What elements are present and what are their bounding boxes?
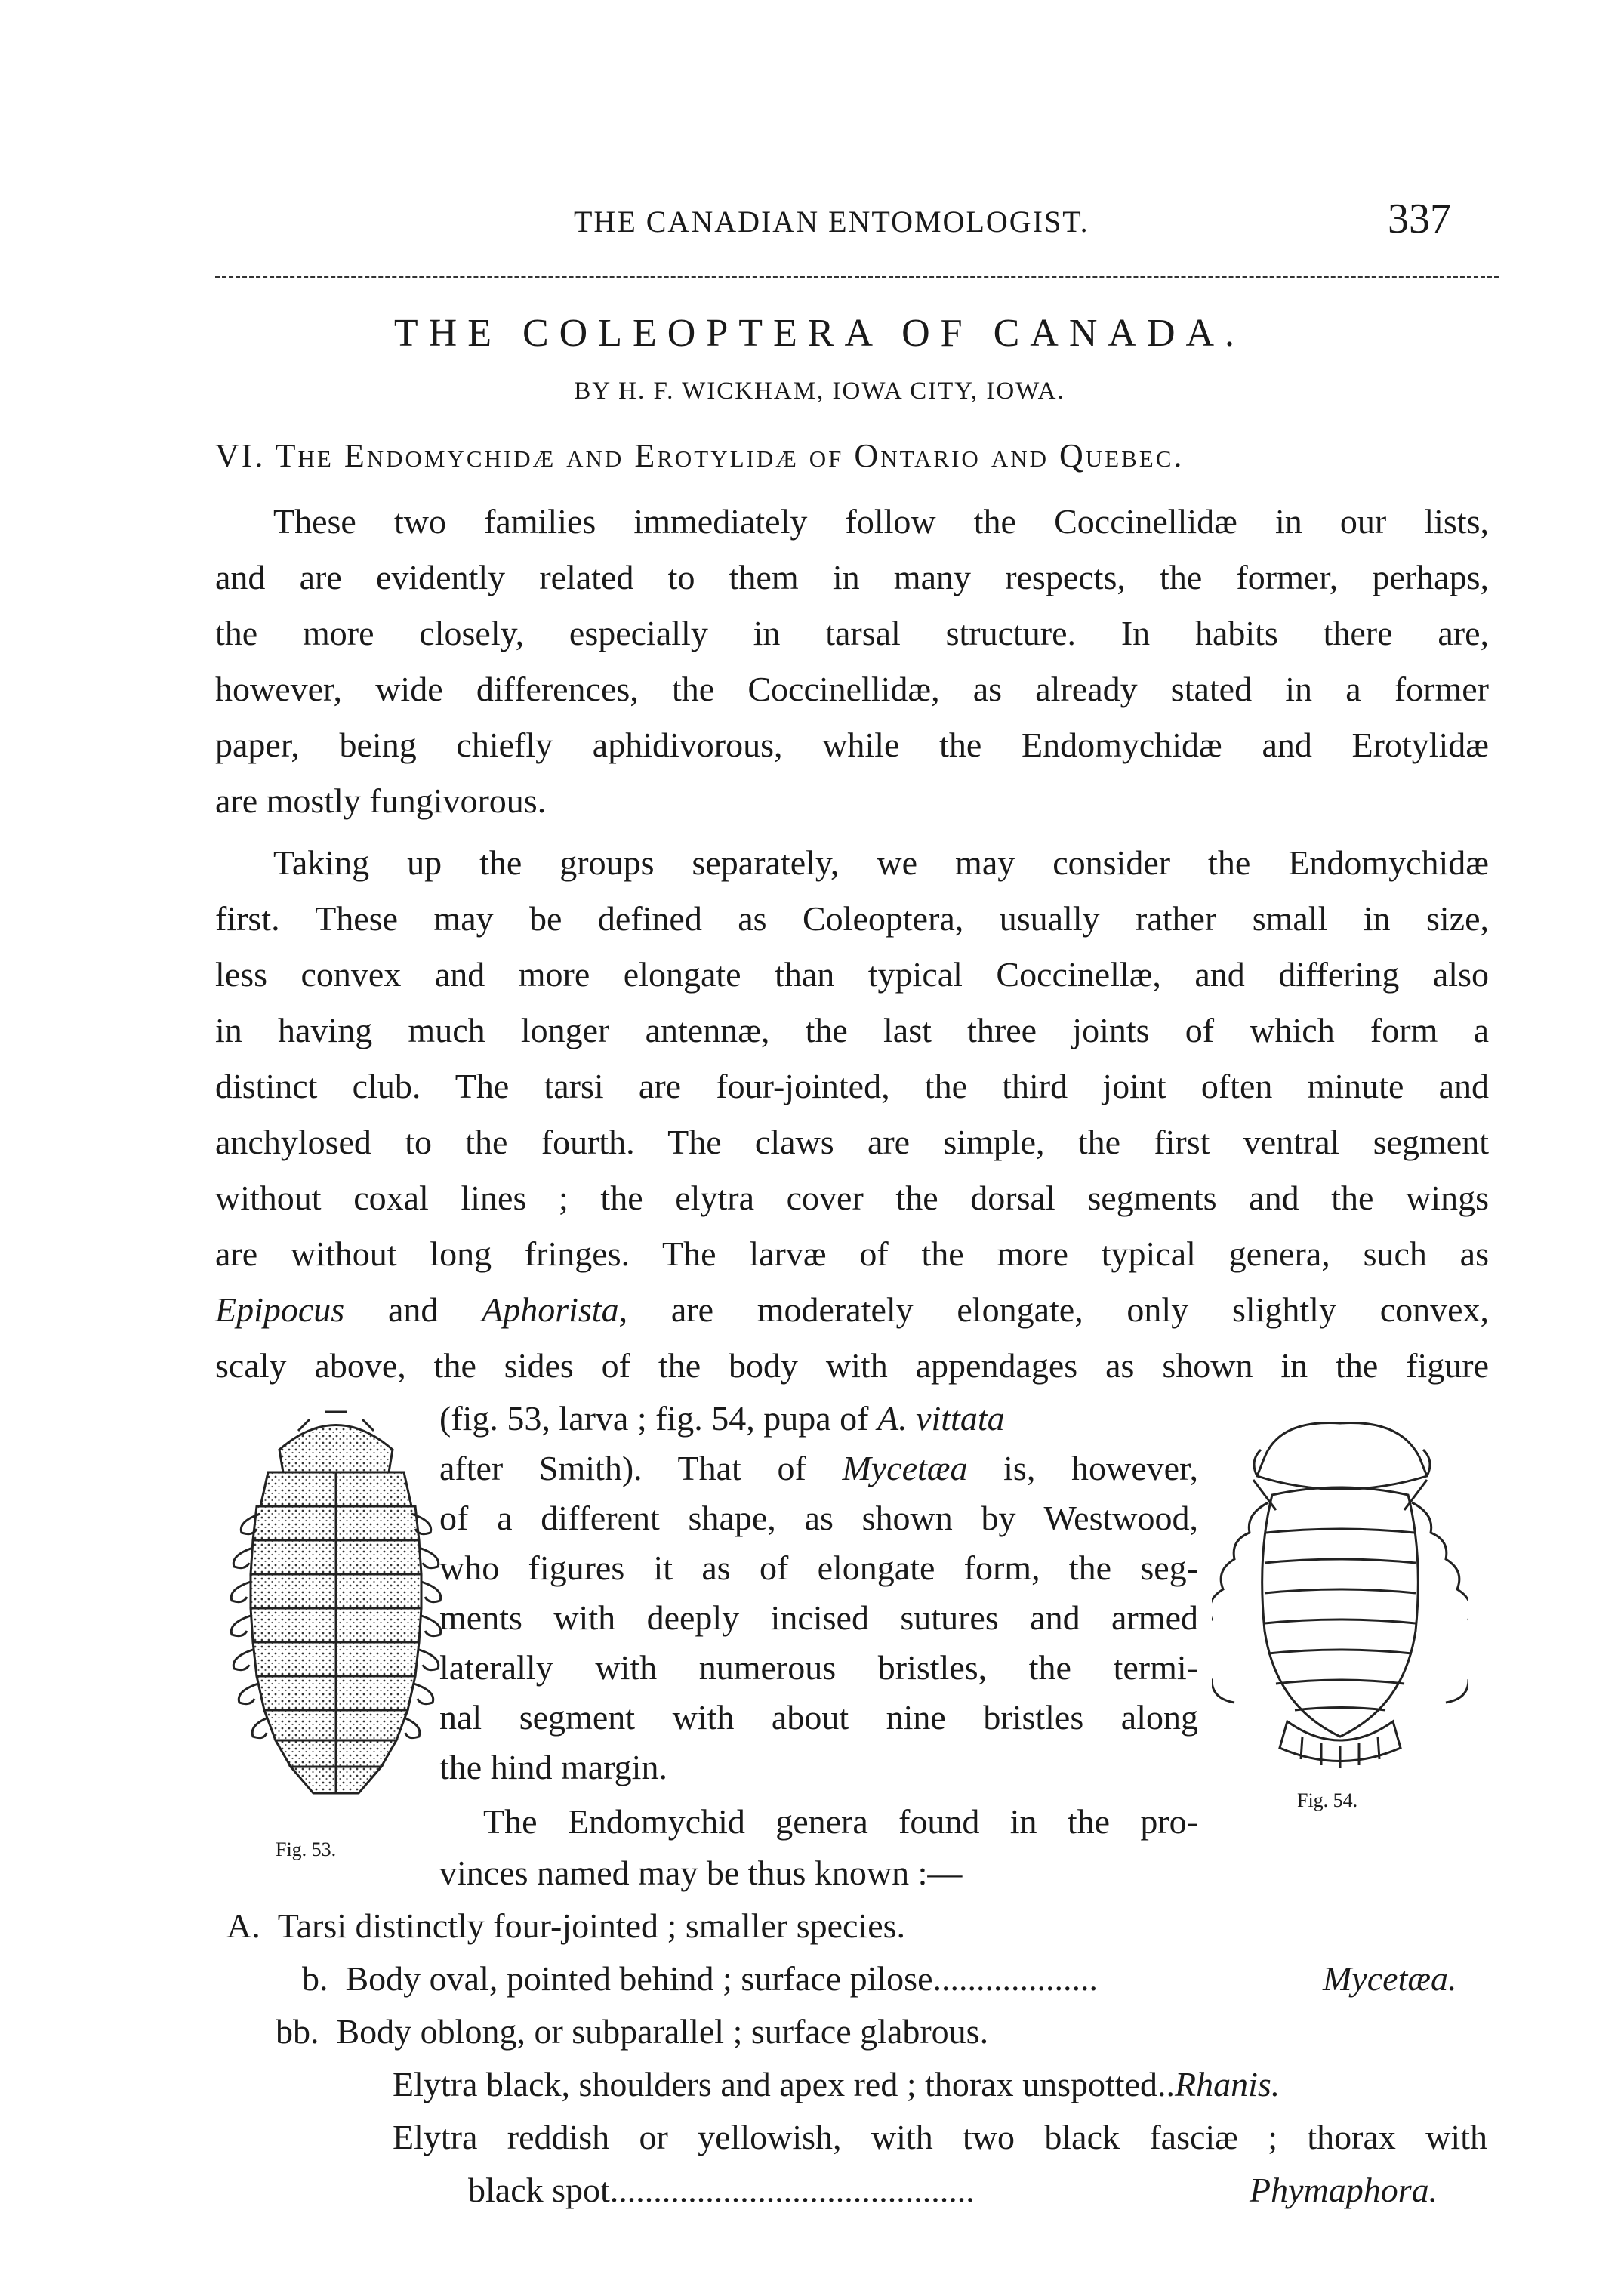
text-line: Epipocus and Aphorista, are moderately elongate, only slightly convex,: [215, 1290, 1490, 1329]
text-line: The Endomychid genera found in the pro-: [483, 1802, 1198, 1841]
running-title: THE CANADIAN ENTOMOLOGIST.: [574, 205, 1089, 239]
key-genus-rhanis: Rhanis.: [1175, 2065, 1280, 2103]
text-line: after Smith). That of Mycetæa is, however,: [439, 1449, 1199, 1487]
leader-dots: ...................: [932, 1959, 1099, 1998]
figure-53-larva: [226, 1401, 445, 1823]
figure-53-caption: Fig. 53.: [276, 1838, 337, 1860]
text-line: who figures it as of elongate form, the seg-: [439, 1549, 1198, 1587]
key-entry-c2-cont: black spot..........................................: [468, 2171, 975, 2209]
text-line: These two families immediately follow the Coccinellidæ in our lists,: [273, 502, 1489, 541]
text-line: Taking up the groups separately, we may consider the Endomychidæ: [273, 843, 1489, 882]
genus-name: Aphorista,: [482, 1290, 628, 1329]
article-byline: BY H. F. WICKHAM, IOWA CITY, IOWA.: [574, 378, 1065, 405]
key-entry-c2: Elytra reddish or yellowish, with two black fasciæ ; thorax with: [393, 2118, 1487, 2156]
text-line: anchylosed to the fourth. The claws are simple, the first ventral segment: [215, 1123, 1489, 1161]
larva-illustration: [226, 1401, 445, 1823]
key-entry-bb: bb. Body oblong, or subparallel ; surface glabrous.: [276, 2012, 989, 2051]
text-line: first. These may be defined as Coleoptera, usually rather small in size,: [215, 899, 1489, 938]
text-line: the hind margin.: [439, 1748, 667, 1786]
key-entry-c1: Elytra black, shoulders and apex red ; thorax unspotted..Rhanis.: [393, 2065, 1280, 2103]
leader-dots: ..........................................: [609, 2171, 975, 2209]
text-line: are without long fringes. The larvæ of the more typical genera, such as: [215, 1234, 1489, 1273]
text-line: and are evidently related to them in many respects, the former, perhaps,: [215, 558, 1489, 596]
text-line: laterally with numerous bristles, the termi-: [439, 1648, 1198, 1687]
text-line: in having much longer antennæ, the last three joints of which form a: [215, 1011, 1489, 1049]
key-marker: b.: [302, 1959, 328, 1998]
header-rule: [215, 276, 1499, 278]
text-line: the more closely, especially in tarsal structure. In habits there are,: [215, 614, 1489, 652]
figure-54-caption: Fig. 54.: [1297, 1789, 1358, 1811]
section-heading: VI. The Endomychidæ and Erotylidæ of Ontario and Quebec.: [215, 437, 1185, 474]
genus-name: Mycetæa: [842, 1449, 968, 1487]
text-line: distinct club. The tarsi are four-jointed, the third joint often minute and: [215, 1067, 1489, 1105]
key-marker: A.: [226, 1906, 260, 1945]
article-title: THE COLEOPTERA OF CANADA.: [393, 312, 1246, 355]
key-entry-a: A. Tarsi distinctly four-jointed ; smaller species.: [226, 1906, 906, 1945]
key-entry-b: b. Body oval, pointed behind ; surface pilose...................: [302, 1959, 1099, 1998]
figure-54-pupa: [1212, 1404, 1468, 1782]
text-line: (fig. 53, larva ; fig. 54, pupa of A. vittata: [439, 1399, 1005, 1438]
text-line: less convex and more elongate than typical Coccinellæ, and differing also: [215, 955, 1489, 994]
text-line: without coxal lines ; the elytra cover the dorsal segments and the wings: [215, 1179, 1489, 1217]
key-marker: bb.: [276, 2012, 319, 2051]
text-line: of a different shape, as shown by Westwood,: [439, 1499, 1198, 1537]
text-line: scaly above, the sides of the body with appendages as shown in the figure: [215, 1346, 1489, 1385]
text-line: vinces named may be thus known :—: [439, 1854, 963, 1892]
text-line: nal segment with about nine bristles along: [439, 1698, 1198, 1737]
text-line: are mostly fungivorous.: [215, 781, 547, 820]
text-line: ments with deeply incised sutures and armed: [439, 1598, 1198, 1637]
key-genus-mycetaea: Mycetæa.: [1323, 1959, 1457, 1998]
text-line: paper, being chiefly aphidivorous, while the Endomychidæ and Erotylidæ: [215, 726, 1489, 764]
text-line: however, wide differences, the Coccinellidæ, as already stated in a former: [215, 670, 1489, 708]
species-name: A. vittata: [877, 1399, 1005, 1438]
page-number: 337: [1388, 196, 1451, 242]
key-genus-phymaphora: Phymaphora.: [1250, 2171, 1438, 2209]
genus-name: Epipocus: [215, 1290, 345, 1329]
pupa-illustration: [1212, 1404, 1468, 1782]
